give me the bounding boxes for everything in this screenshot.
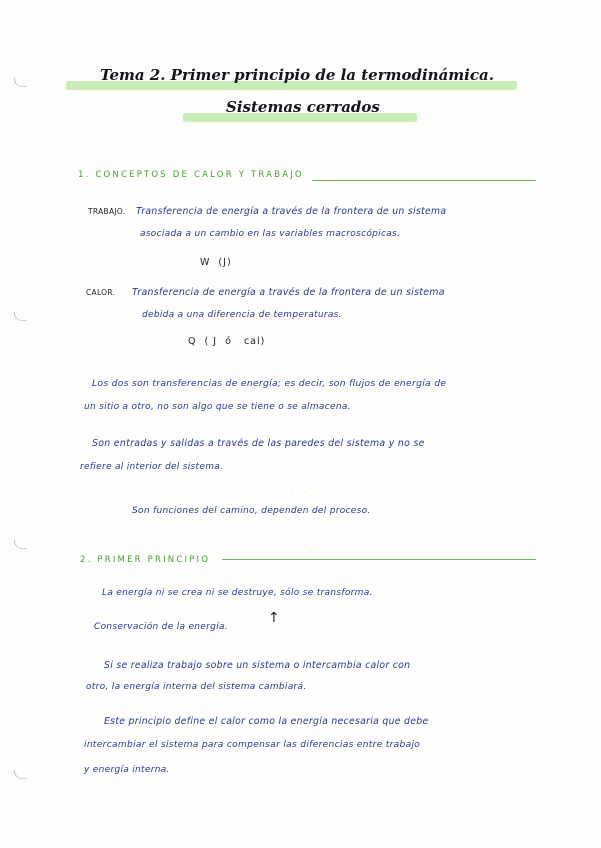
calor-label: CALOR.: [86, 288, 116, 297]
paragraph-line: otro, la energía interna del sistema cambiará.: [86, 682, 307, 692]
punch-hole-mark: [14, 312, 27, 321]
paragraph-line: Si se realiza trabajo sobre un sistema o intercambia calor con: [104, 660, 411, 671]
section-underline: [222, 559, 536, 560]
section-heading: 2. PRIMER PRINCIPIO: [80, 555, 211, 565]
trabajo-definition: Transferencia de energía a través de la frontera de un sistema: [136, 206, 447, 217]
section-underline: [312, 180, 536, 181]
principle-statement: La energía ni se crea ni se destruye, sólo se transforma.: [102, 588, 373, 598]
paragraph-line: Los dos son transferencias de energía; es decir, son flujos de energía de: [92, 378, 447, 389]
trabajo-label: TRABAJO.: [88, 207, 126, 216]
paragraph-line: Este principio define el calor como la energía necesaria que debe: [104, 716, 429, 727]
paragraph-line: un sitio a otro, no son algo que se tiene o se almacena.: [84, 402, 351, 412]
arrow-up-icon: ↑: [268, 610, 280, 626]
paragraph-line: Son funciones del camino, dependen del proceso.: [132, 506, 371, 516]
paragraph-line: refiere al interior del sistema.: [80, 462, 224, 472]
punch-hole-mark: [14, 540, 27, 549]
section-heading: 1. CONCEPTOS DE CALOR Y TRABAJO: [78, 170, 304, 180]
calor-definition: Transferencia de energía a través de la frontera de un sistema: [132, 287, 445, 298]
decorative-dots: ··: [290, 540, 317, 551]
paragraph-line: y energía interna.: [84, 765, 170, 775]
punch-hole-mark: [14, 770, 27, 779]
paragraph-line: Son entradas y salidas a través de las paredes del sistema y no se: [92, 438, 425, 449]
trabajo-definition: asociada a un cambio en las variables macroscópicas.: [140, 229, 401, 239]
calor-definition: debida a una diferencia de temperaturas.: [142, 310, 342, 320]
trabajo-formula: W (J): [200, 257, 232, 268]
page-subtitle: Sistemas cerrados: [226, 98, 380, 116]
principle-name: Conservación de la energía.: [94, 622, 228, 632]
punch-hole-mark: [14, 78, 27, 87]
paragraph-line: intercambiar el sistema para compensar las diferencias entre trabajo: [84, 740, 421, 750]
decorative-dots: ··: [290, 488, 317, 499]
page-title: Tema 2. Primer principio de la termodinámica.: [100, 66, 494, 84]
calor-formula: Q ( J ó cal): [188, 336, 266, 347]
